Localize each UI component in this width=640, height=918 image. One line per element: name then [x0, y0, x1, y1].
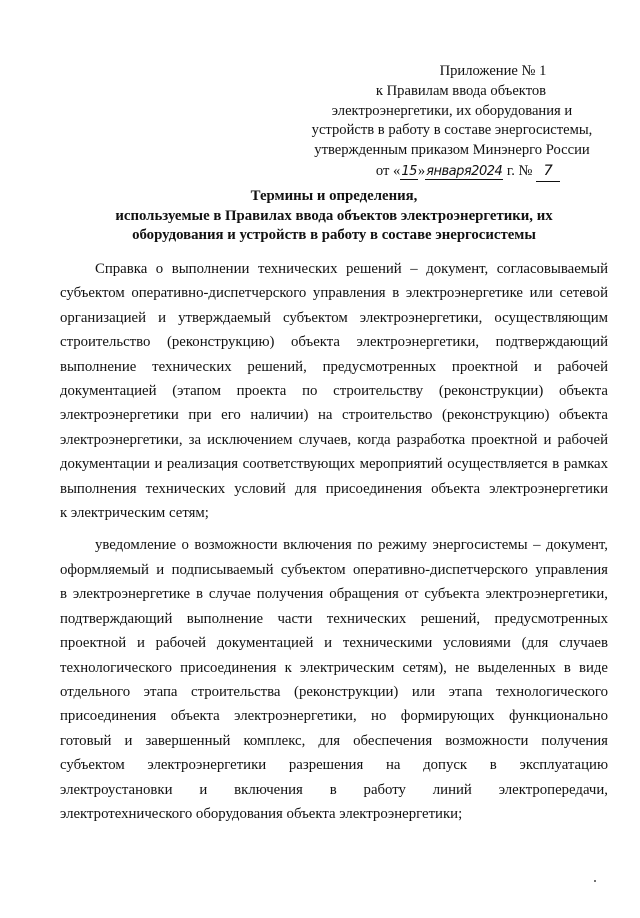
date-mid: »	[417, 162, 426, 179]
annex-number: Приложение № 1	[439, 63, 547, 79]
text-line: электроэнергетики, за исключением случаев, когда разработка проектной и рабочей	[60, 431, 608, 448]
text-line: присоединения объекта электроэнергетики, но формирующих функционально	[60, 708, 608, 725]
definition-paragraph-1	[60, 257, 608, 525]
text-line: оформляемый и подписываемый субъектом оперативно-диспетчерского управления	[60, 561, 608, 578]
text-line: электроэнергетики при его наличии) на строительство (реконструкцию) объекта	[60, 407, 608, 424]
text-line: в электроэнергетике в случае получения обращения от субъекта электроэнергетики,	[60, 586, 608, 603]
text-line: электроустановки и включения в работу линий электропередачи,	[60, 781, 608, 798]
date-prefix: от «	[375, 162, 401, 179]
text-line: документацией (этапом проекта по строительству (реконструкции) объекта	[60, 383, 608, 400]
text-line: отдельного этапа строительства (реконструкции) или этапа технологического	[60, 683, 608, 700]
handwritten-month-year: января2024	[426, 163, 503, 179]
text-line: Справка о выполнении технических решений – документ, согласовываемый	[95, 261, 608, 277]
annex-date-line	[302, 161, 602, 182]
annex-header	[302, 62, 602, 182]
title-line-2: используемые в Правилах ввода объектов электроэнергетики, их	[115, 207, 553, 224]
text-line: выполнения технических условий для присоединения объекта электроэнергетики	[60, 480, 608, 497]
annex-line-3: электроэнергетики, их оборудования и	[331, 102, 573, 119]
text-line: строительство (реконструкцию) объекта электроэнергетики, подтверждающий	[60, 334, 608, 351]
document-body	[60, 257, 608, 826]
title-line-1: Термины и определения,	[250, 188, 418, 204]
text-line: выполнение технических решений, предусмотренных проектной и рабочей	[60, 358, 608, 375]
text-line: электротехнического оборудования объекта электроэнергетики;	[60, 805, 463, 822]
annex-line-4: устройств в работу в составе энергосистемы,	[311, 122, 593, 139]
text-line: подтверждающий выполнение части технических решений, предусмотренных	[60, 610, 608, 627]
text-line: к электрическим сетям;	[60, 505, 209, 522]
title-line-3: оборудования и устройств в работу в составе энергосистемы	[132, 227, 536, 243]
text-line: организацией и утверждаемый субъектом электроэнергетики, осуществляющим	[60, 309, 608, 326]
text-line: субъектом электроэнергетики разрешения на допуск в эксплуатацию	[60, 757, 608, 774]
handwritten-order-number: 7	[536, 161, 560, 182]
annex-line-2: к Правилам ввода объектов	[375, 82, 547, 99]
annex-line-5: утвержденным приказом Минэнерго России	[314, 142, 590, 159]
text-line: субъектом оперативно-диспетчерского управления в электроэнергетике или сетевой	[60, 285, 608, 302]
text-line: готовый и завершенный комплекс, для обеспечения возможности получения	[60, 732, 608, 749]
scan-speck	[594, 880, 596, 882]
definition-paragraph-2	[60, 533, 608, 826]
date-suffix: г. №	[503, 162, 537, 179]
text-line: уведомление о возможности включения по режиму энергосистемы – документ,	[95, 537, 608, 554]
text-line: проектной и рабочей документацией и техническими условиями (для случаев	[60, 635, 608, 652]
text-line: документации и реализация соответствующих мероприятий осуществляется в рамках	[60, 456, 608, 473]
handwritten-day: 15	[401, 163, 417, 179]
document-title	[60, 187, 608, 246]
text-line: технологического присоединения к электрическим сетям), не выделенных в виде	[60, 659, 608, 676]
